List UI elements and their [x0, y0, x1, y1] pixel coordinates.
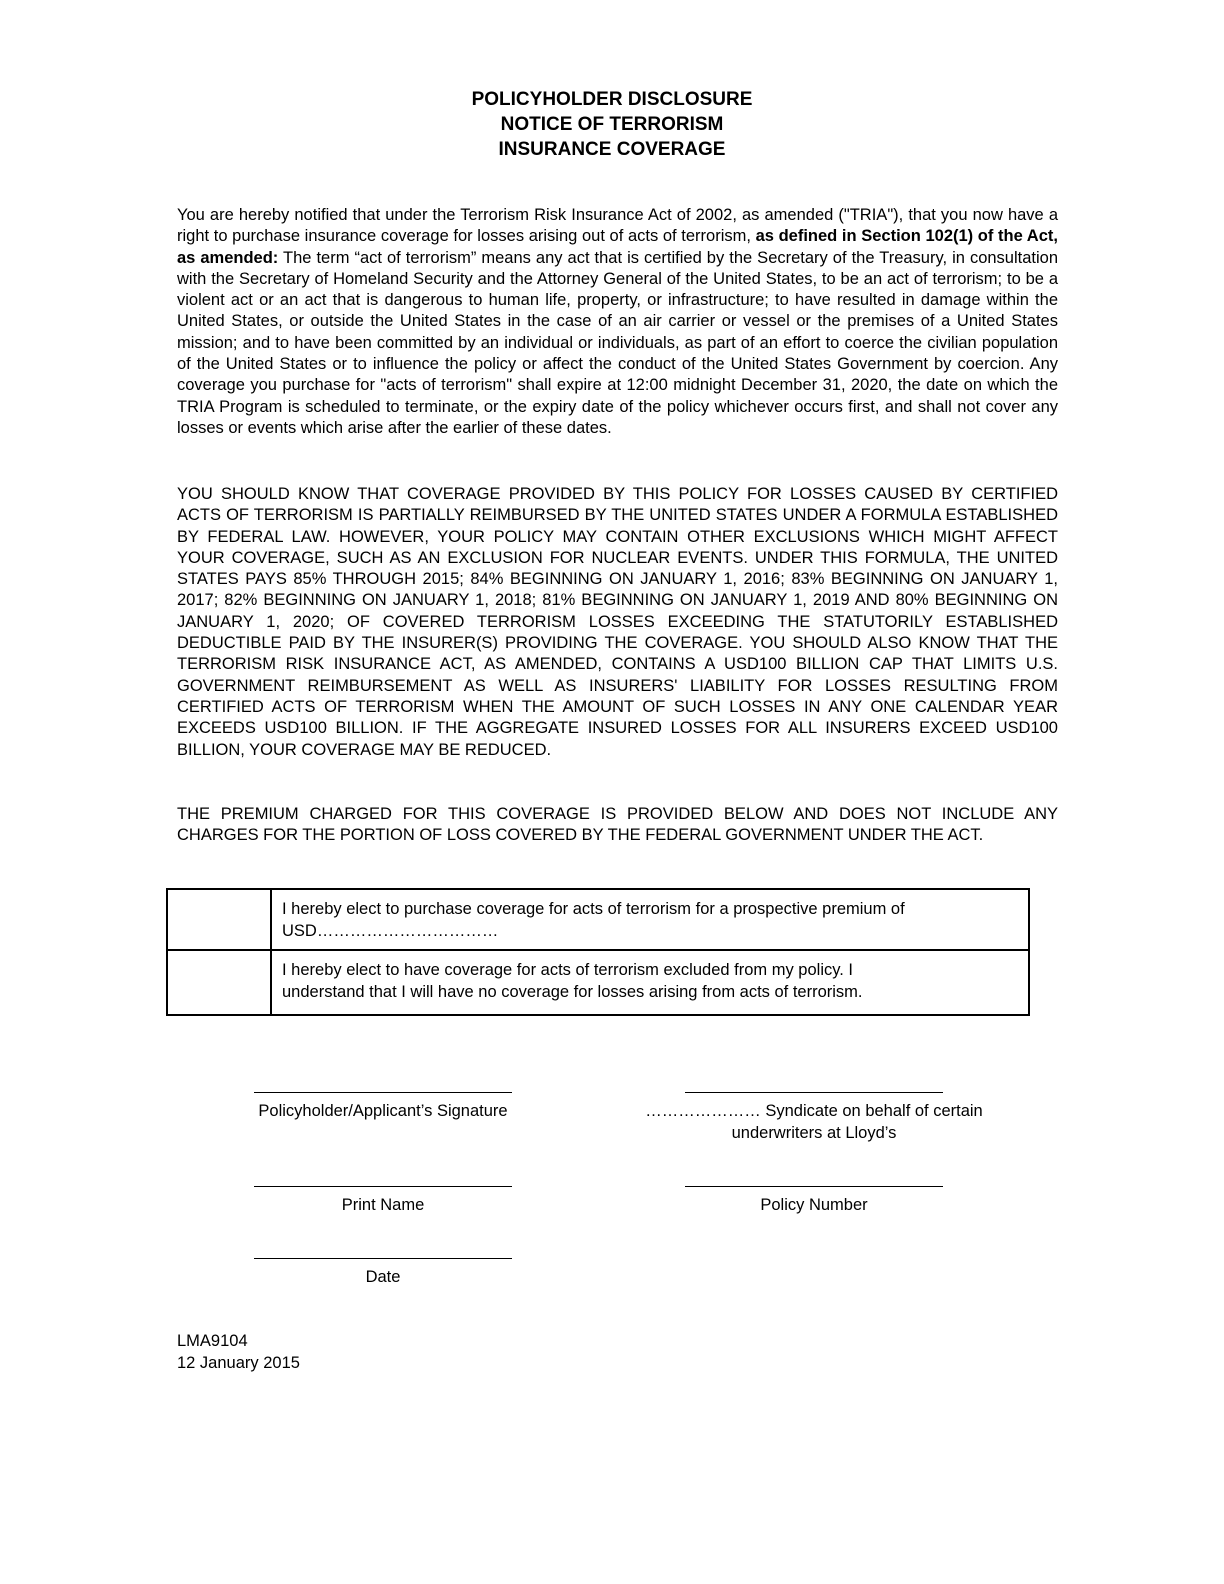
date-label: Date [365, 1268, 401, 1286]
print-name-line[interactable] [254, 1186, 512, 1187]
election-exclude-line-1: I hereby elect to have coverage for acts of terrorism excluded from my policy. I [282, 961, 854, 979]
election-table [166, 888, 1030, 1016]
election-row-purchase [167, 889, 1029, 950]
form-code: LMA9104 [177, 1332, 248, 1350]
syndicate-label-line-2: underwriters at Lloyd’s [731, 1124, 897, 1142]
premium-paragraph: THE PREMIUM CHARGED FOR THIS COVERAGE IS PROVIDED BELOW AND DOES NOT INCLUDE ANY CHARGES FOR THE PORTION OF LOSS COVERED BY THE FEDERAL GOVERNMENT UNDER THE ACT. [177, 805, 1058, 845]
policy-number-line[interactable] [685, 1186, 943, 1187]
election-row-exclude [167, 950, 1029, 1015]
notice-text-end: The term “act of terrorism” means any act that is certified by the Secretary of the Treasury, in consultation with the Secretary of Homeland Security and the Attorney General of the United States, to be an act of terrorism; to be a violent act or an act that is dangerous to human life, property, or infrastructure; to have resulted in damage within the United States, or outside the United States in the case of an air carrier or vessel or the premises of a United States mission; and to have been committed by an individual or individuals, as part of an effort to coerce the civilian population of the United States or to influence the policy or affect the conduct of the United States Government by coercion. Any coverage you purchase for "acts of terrorism" shall expire at 12:00 midnight December 31, 2020, the date on which the TRIA Program is scheduled to terminate, or the expiry date of the policy whichever occurs first, and shall not cover any losses or events which arise after the earlier of these dates. [177, 248, 1059, 437]
election-purchase-text [271, 889, 1029, 950]
election-purchase-checkbox[interactable] [167, 889, 271, 950]
notice-paragraph [177, 205, 1058, 439]
form-date: 12 January 2015 [177, 1354, 300, 1372]
title-line-2: NOTICE OF TERRORISM [500, 114, 724, 135]
notice-text-start: You are hereby notified that under the Terrorism Risk Insurance Act of 2002, as amended ("TRIA"), that you now have a right to purchase insurance coverage for losses arising out of acts of terrorism, [177, 206, 1058, 246]
date-line[interactable] [254, 1258, 512, 1259]
election-exclude-text [271, 950, 1029, 1015]
print-name-label: Print Name [341, 1196, 425, 1214]
election-exclude-line-2: understand that I will have no coverage for losses arising from acts of terrorism. [282, 982, 863, 1001]
policy-number-label: Policy Number [760, 1196, 868, 1214]
form-footer [177, 1330, 300, 1374]
election-purchase-line-1: I hereby elect to purchase coverage for acts of terrorism for a prospective premium of [282, 900, 905, 918]
syndicate-label [594, 1100, 1034, 1144]
title-line-1: POLICYHOLDER DISCLOSURE [471, 89, 753, 110]
title-line-3: INSURANCE COVERAGE [498, 139, 726, 160]
election-purchase-line-2: USD…………………………… [282, 921, 499, 940]
syndicate-label-line-1: ………………… Syndicate on behalf of certain [645, 1102, 983, 1120]
syndicate-signature-line[interactable] [685, 1092, 943, 1093]
document-title [0, 87, 1224, 162]
applicant-signature-label: Policyholder/Applicant’s Signature [258, 1102, 508, 1120]
applicant-signature-line[interactable] [254, 1092, 512, 1093]
reimbursement-paragraph: YOU SHOULD KNOW THAT COVERAGE PROVIDED BY THIS POLICY FOR LOSSES CAUSED BY CERTIFIED ACTS OF TERRORISM IS PARTIALLY REIMBURSED BY THE UNITED STATES UNDER A FORMULA ESTABLISHED BY FEDERAL LAW. HOWEVER, YOUR POLICY MAY CONTAIN OTHER EXCLUSIONS WHICH MIGHT AFFECT YOUR COVERAGE, SUCH AS AN EXCLUSION FOR NUCLEAR EVENTS. UNDER THIS FORMULA, THE UNITED STATES PAYS 85% THROUGH 2015; 84% BEGINNING ON JANUARY 1, 2016; 83% BEGINNING ON JANUARY 1, 2017; 82% BEGINNING ON JANUARY 1, 2018; 81% BEGINNING ON JANUARY 1, 2019 AND 80% BEGINNING ON JANUARY 1, 2020; OF COVERED TERRORISM LOSSES EXCEEDING THE STATUTORILY ESTABLISHED DEDUCTIBLE PAID BY THE INSURER(S) PROVIDING THE COVERAGE. YOU SHOULD ALSO KNOW THAT THE TERRORISM RISK INSURANCE ACT, AS AMENDED, CONTAINS A USD100 BILLION CAP THAT LIMITS U.S. GOVERNMENT REIMBURSEMENT AS WELL AS INSURERS' LIABILITY FOR LOSSES RESULTING FROM CERTIFIED ACTS OF TERRORISM WHEN THE AMOUNT OF SUCH LOSSES IN ANY ONE CALENDAR YEAR EXCEEDS USD100 BILLION. IF THE AGGREGATE INSURED LOSSES FOR ALL INSURERS EXCEED USD100 BILLION, YOUR COVERAGE MAY BE REDUCED. [177, 485, 1058, 759]
election-exclude-checkbox[interactable] [167, 950, 271, 1015]
notice-bold-definition: as defined in Section 102(1) of the Act, as amended: [177, 227, 1058, 267]
